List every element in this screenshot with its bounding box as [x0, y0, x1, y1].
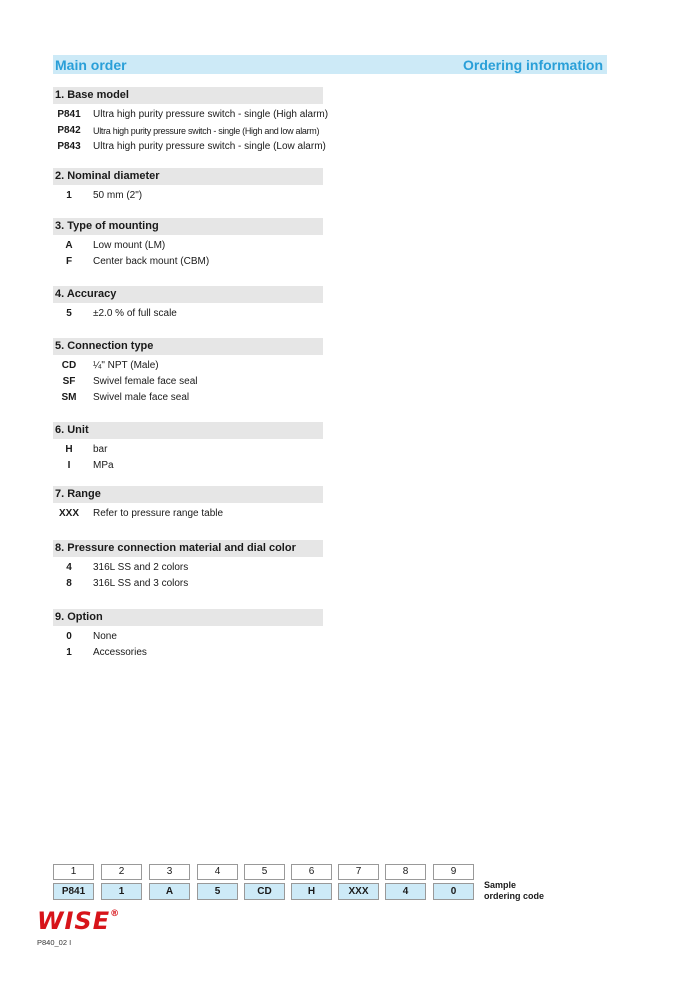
option-desc: Ultra high purity pressure switch - single (High and low alarm) [93, 126, 320, 136]
option-code: SM [61, 392, 77, 403]
option-desc: Ultra high purity pressure switch - single (Low alarm) [93, 141, 326, 152]
sample-number: 2 [101, 864, 142, 880]
registered-mark: ® [110, 909, 121, 919]
section-option [53, 609, 323, 661]
section-range [53, 486, 323, 522]
sample-column [149, 864, 190, 900]
option-code: CD [61, 360, 77, 371]
option-row [53, 645, 323, 661]
sample-value: CD [244, 883, 285, 900]
section-title: 6. Unit [53, 422, 323, 439]
option-desc: None [93, 631, 117, 642]
header-title-right: Ordering information [463, 56, 603, 73]
sample-value: 0 [433, 883, 474, 900]
sample-number: 8 [385, 864, 426, 880]
section-nominal-diameter [53, 168, 323, 204]
section-title: 4. Accuracy [53, 286, 323, 303]
option-row [53, 123, 323, 139]
sample-number: 5 [244, 864, 285, 880]
section-title: 8. Pressure connection material and dial color [53, 540, 323, 557]
option-code: F [65, 256, 73, 267]
sample-number: 7 [338, 864, 379, 880]
option-desc: 50 mm (2") [93, 190, 143, 201]
option-desc: Accessories [93, 647, 147, 658]
section-title: 2. Nominal diameter [53, 168, 323, 185]
option-desc: bar [93, 444, 108, 455]
header-title-left: Main order [55, 56, 127, 73]
option-row [53, 442, 323, 458]
sample-number: 9 [433, 864, 474, 880]
section-base-model [53, 87, 329, 155]
section-title: 3. Type of mounting [53, 218, 323, 235]
option-row [53, 107, 329, 123]
option-code: 1 [66, 647, 72, 658]
sample-value: P841 [53, 883, 94, 900]
option-row [53, 238, 323, 254]
option-code: 5 [66, 308, 72, 319]
sample-number: 1 [53, 864, 94, 880]
sample-column [53, 864, 94, 900]
option-code: P843 [57, 141, 81, 152]
sample-value: 1 [101, 883, 142, 900]
document-code: P840_02 I [37, 938, 72, 947]
option-row [53, 306, 323, 322]
option-code: 8 [66, 578, 72, 589]
option-desc: ¼" NPT (Male) [93, 360, 159, 371]
section-material-dial-color [53, 540, 323, 592]
sample-value: A [149, 883, 190, 900]
option-desc: Swivel male face seal [93, 392, 190, 403]
option-desc: ±2.0 % of full scale [93, 308, 177, 319]
option-row [53, 254, 323, 270]
option-code: 1 [66, 190, 72, 201]
section-type-of-mounting [53, 218, 323, 270]
option-row [53, 506, 323, 522]
option-code: 0 [66, 631, 72, 642]
sample-number: 4 [197, 864, 238, 880]
sample-label-line1: Sample [484, 880, 517, 890]
option-row [53, 458, 323, 474]
option-row [53, 374, 323, 390]
option-code: P842 [57, 125, 81, 136]
section-title: 7. Range [53, 486, 323, 503]
wise-logo [37, 907, 120, 935]
sample-column [385, 864, 426, 900]
option-desc: MPa [93, 460, 114, 471]
sample-value: 4 [385, 883, 426, 900]
option-code: P841 [57, 109, 81, 120]
sample-column [197, 864, 238, 900]
sample-label [484, 880, 544, 902]
section-connection-type [53, 338, 323, 406]
option-row [53, 188, 323, 204]
option-code: I [67, 460, 71, 471]
option-code: 4 [66, 562, 72, 573]
option-row [53, 139, 326, 155]
sample-column [101, 864, 142, 900]
option-desc: Low mount (LM) [93, 240, 166, 251]
sample-column [244, 864, 285, 900]
option-desc: 316L SS and 2 colors [93, 562, 189, 573]
option-code: A [65, 240, 73, 251]
logo-text: WISE [37, 907, 111, 935]
section-title: 9. Option [53, 609, 323, 626]
section-title: 1. Base model [53, 87, 323, 104]
sample-column [291, 864, 332, 900]
option-desc: Center back mount (CBM) [93, 256, 210, 267]
section-title: 5. Connection type [53, 338, 323, 355]
section-unit [53, 422, 323, 474]
header-bar [53, 55, 607, 74]
option-code: XXX [58, 508, 79, 519]
sample-number: 6 [291, 864, 332, 880]
sample-value: H [291, 883, 332, 900]
sample-label-line2: ordering code [484, 891, 545, 901]
option-code: H [65, 444, 73, 455]
option-code: SF [62, 376, 76, 387]
option-row [53, 576, 323, 592]
sample-value: XXX [338, 883, 379, 900]
section-accuracy [53, 286, 323, 322]
option-row [53, 358, 323, 374]
sample-column [433, 864, 474, 900]
option-desc: Refer to pressure range table [93, 508, 224, 519]
option-desc: 316L SS and 3 colors [93, 578, 189, 589]
option-row [53, 560, 323, 576]
option-desc: Swivel female face seal [93, 376, 198, 387]
sample-number: 3 [149, 864, 190, 880]
option-row [53, 629, 323, 645]
sample-column [338, 864, 379, 900]
option-row [53, 390, 323, 406]
option-desc: Ultra high purity pressure switch - single (High alarm) [93, 109, 329, 120]
sample-value: 5 [197, 883, 238, 900]
